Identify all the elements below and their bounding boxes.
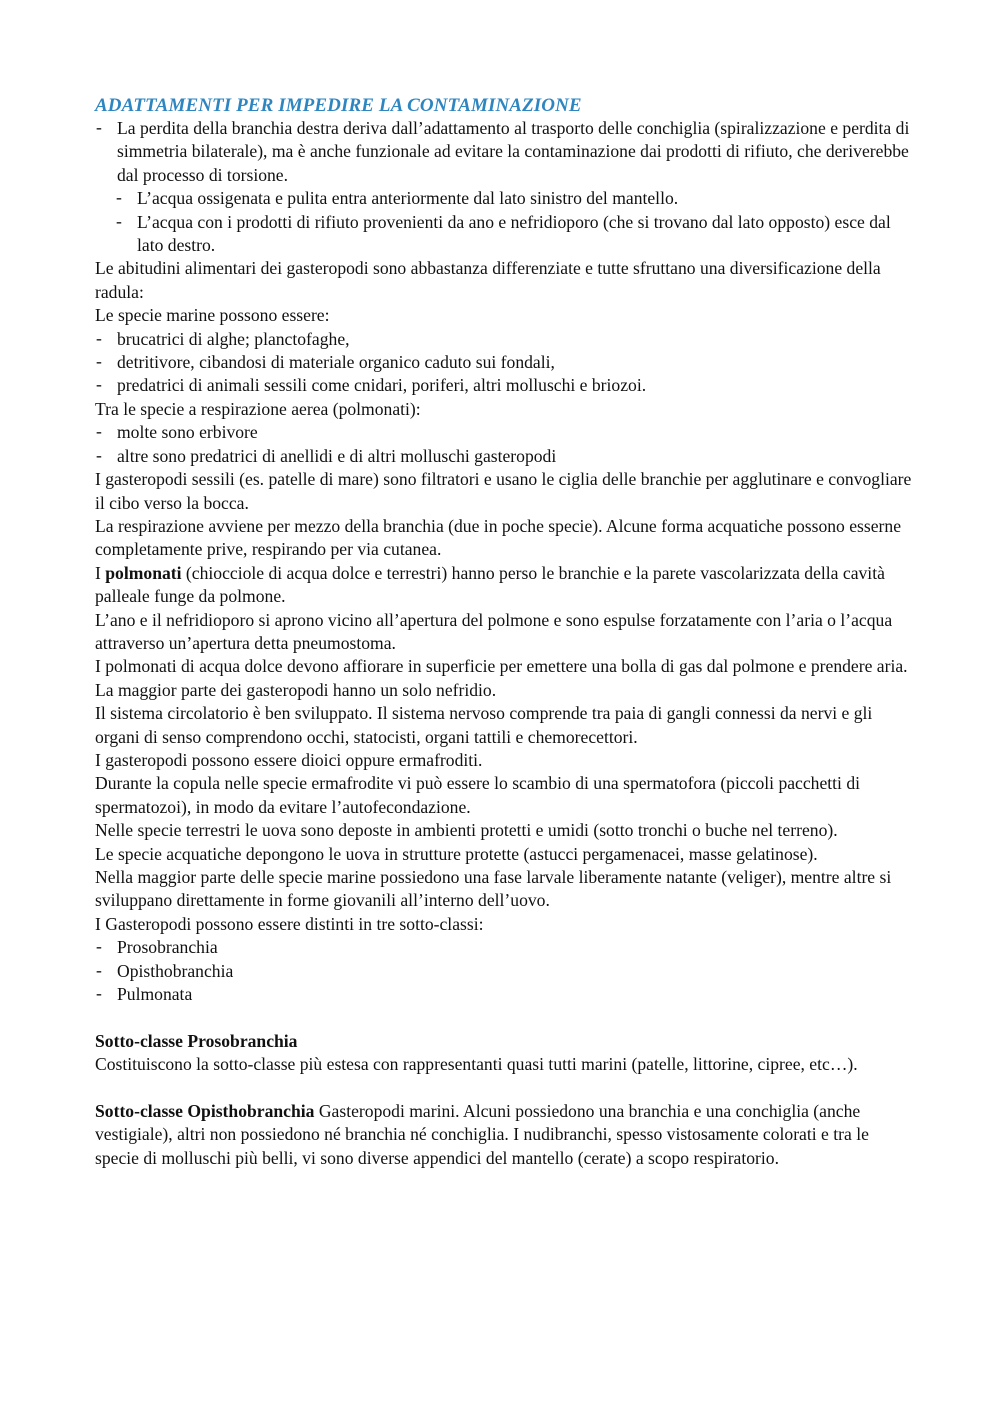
document-body: [95, 94, 915, 1170]
paragraph: La respirazione avviene per mezzo della branchia (due in poche specie). Alcune forma acquatiche possono esserne completamente prive, respirando per via cutanea.: [95, 515, 902, 560]
sub-bullet-item: - L’acqua con i prodotti di rifiuto provenienti da ano e nefridioporo (che si trovano dal lato opposto) esce dal lato destro.: [95, 211, 915, 258]
bullet-item: - Pulmonata: [95, 983, 915, 1006]
section-heading: ADATTAMENTI PER IMPEDIRE LA CONTAMINAZIONE: [95, 95, 582, 116]
paragraph: Le abitudini alimentari dei gasteropodi sono abbastanza differenziate e tutte sfruttano una diversificazione della radula:: [95, 258, 881, 302]
paragraph-rest: Gasteropodi marini. Alcuni possiedono una branchia e una conchiglia (anche vestigiale), altri non possiedono né branchia né conchiglia. I nudibranchi, spesso vistosamente colorati e tra le specie di molluschi più belli, vi sono diverse appendici del mantello (cerate) a scopo respiratorio.: [95, 1101, 869, 1168]
paragraph: I Gasteropodi possono essere distinti in tre sotto-classi:: [95, 913, 484, 934]
paragraph: I gasteropodi possono essere dioici oppure ermafroditi.: [95, 749, 483, 770]
bullet-item: - altre sono predatrici di anellidi e di altri molluschi gasteropodi: [95, 445, 915, 468]
blank-line: [95, 1006, 915, 1029]
paragraph: Durante la copula nelle specie ermafrodite vi può essere lo scambio di una spermatofora (piccoli pacchetti di spermatozoi), in modo da evitare l’autofecondazione.: [95, 773, 861, 817]
paragraph: Tra le specie a respirazione aerea (polmonati):: [95, 398, 421, 419]
paragraph: I gasteropodi sessili (es. patelle di mare) sono filtratori e usano le ciglia delle branchie per agglutinare e convogliare il cibo verso la bocca.: [95, 469, 912, 513]
subsection-title-text: Sotto-classe Prosobranchia: [95, 1030, 298, 1051]
paragraph: Il sistema circolatorio è ben sviluppato. Il sistema nervoso comprende tra paia di gangli connessi da nervi e gli organi di senso comprendono occhi, statocisti, organi tattili e chemorecettori.: [95, 703, 873, 747]
paragraph-lead: I: [95, 562, 106, 583]
paragraph: L’ano e il nefridioporo si aprono vicino all’apertura del polmone e sono espulse forzatamente con l’aria o l’acqua attraverso un’apertura detta pneumostoma.: [95, 609, 893, 653]
bullet-item: - Opisthobranchia: [95, 960, 915, 983]
paragraph: Le specie acquatiche depongono le uova in strutture protette (astucci pergamenacei, masse gelatinose).: [95, 843, 818, 864]
bullet-item: - detritivore, cibandosi di materiale organico caduto sui fondali,: [95, 351, 915, 374]
paragraph-opistho: [95, 1100, 915, 1170]
blank-line: [95, 1077, 915, 1100]
bullet-item: - Prosobranchia: [95, 936, 915, 959]
bold-term: polmonati: [105, 562, 182, 583]
paragraph: Nelle specie terrestri le uova sono deposte in ambienti protetti e umidi (sotto tronchi o buche nel terreno).: [95, 820, 838, 841]
paragraph: Le specie marine possono essere:: [95, 305, 330, 326]
paragraph-rest: (chiocciole di acqua dolce e terrestri) hanno perso le branchie e la parete vascolarizzata della cavità palleale funge da polmone.: [95, 562, 885, 607]
paragraph: La maggior parte dei gasteropodi hanno un solo nefridio.: [95, 679, 497, 700]
sub-bullet-item: - L’acqua ossigenata e pulita entra anteriormente dal lato sinistro del mantello.: [95, 187, 915, 210]
bullet-item: - predatrici di animali sessili come cnidari, poriferi, altri molluschi e briozoi.: [95, 374, 915, 397]
paragraph: Costituiscono la sotto-classe più estesa con rappresentanti quasi tutti marini (patelle, littorine, cipree, etc…).: [95, 1054, 858, 1075]
paragraph-polmonati: [95, 562, 915, 609]
subsection-title-text: Sotto-classe Opisthobranchia: [95, 1101, 315, 1122]
paragraph: I polmonati di acqua dolce devono affiorare in superficie per emettere una bolla di gas dal polmone e prendere aria.: [95, 656, 908, 677]
bullet-item: - brucatrici di alghe; planctofaghe,: [95, 328, 915, 351]
paragraph: Nella maggior parte delle specie marine possiedono una fase larvale liberamente natante (veliger), mentre altre si sviluppano direttamente in forme giovanili all’interno dell’uovo.: [95, 867, 892, 911]
bullet-item: - molte sono erbivore: [95, 421, 915, 444]
subsection-title: [95, 1030, 915, 1053]
bullet-item: - La perdita della branchia destra deriva dall’adattamento al trasporto delle conchiglia (spiralizzazione e perdita di simmetria bilaterale), ma è anche funzionale ad evitare la contaminazione dai prodotti di rifiuto, che deriverebbe dal processo di torsione.: [95, 117, 915, 187]
